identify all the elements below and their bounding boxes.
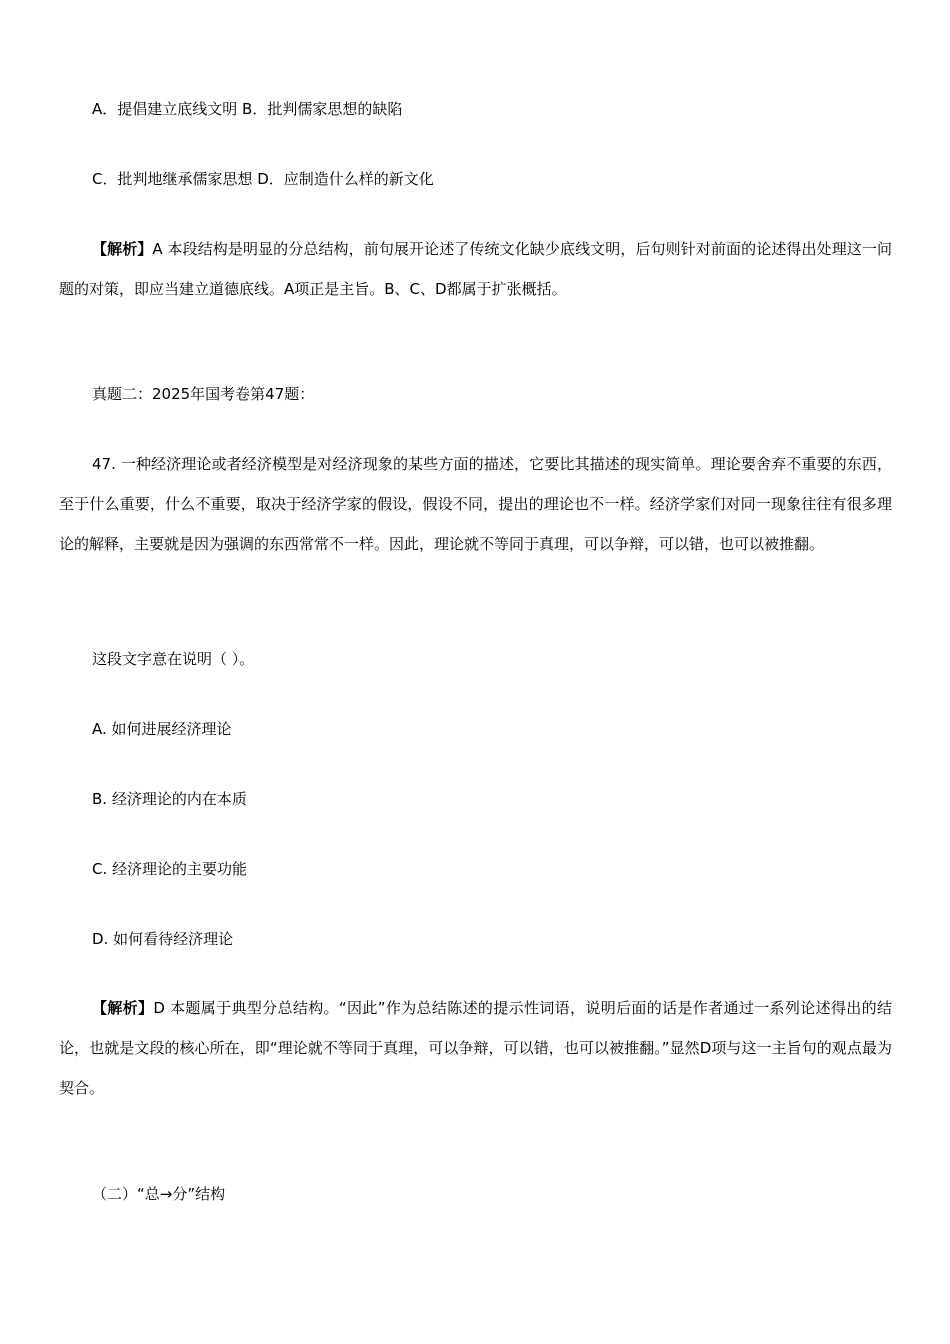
- q2-analysis-text: D 本题属于典型分总结构。“因此”作为总结陈述的提示性词语，说明后面的话是作者通过一系列论述得出的结论，也就是文段的核心所在，即“理论就不等同于真理，可以争辩，可以错，也可以被推翻。”显然D项与这一主旨句的观点最为契合。: [59, 999, 892, 1097]
- q2-analysis: [59, 988, 892, 1108]
- q2-passage: 47. 一种经济理论或者经济模型是对经济现象的某些方面的描述，它要比其描述的现实简单。理论要舍弃不重要的东西，至于什么重要，什么不重要，取决于经济学家的假设，假设不同，提出的理论也不一样。经济学家们对同一现象往往有很多理论的解释，主要就是因为强调的东西常常不一样。因此，理论就不等同于真理，可以争辩，可以错，也可以被推翻。: [59, 455, 892, 553]
- section-heading: （二）“总→分”结构: [92, 1185, 226, 1203]
- q1-options-line-2: C．批判地继承儒家思想 D．应制造什么样的新文化: [92, 170, 434, 188]
- q2-question: 这段文字意在说明（ ）。: [92, 650, 255, 668]
- q2-heading: 真题二：2025年国考卷第47题：: [92, 385, 315, 403]
- q2-analysis-label: 【解析】: [92, 999, 154, 1017]
- q1-options-line-1: A．提倡建立底线文明 B．批判儒家思想的缺陷: [92, 100, 403, 118]
- q2-option-d: D. 如何看待经济理论: [92, 930, 234, 948]
- q1-analysis-text: A 本段结构是明显的分总结构，前句展开论述了传统文化缺少底线文明，后句则针对前面的论述得出处理这一问题的对策，即应当建立道德底线。A项正是主旨。B、C、D都属于扩张概括。: [59, 240, 892, 298]
- q1-analysis-label: 【解析】: [92, 240, 153, 258]
- q1-analysis: [59, 229, 892, 309]
- q2-option-b: B. 经济理论的内在本质: [92, 790, 247, 808]
- q2-option-c: C. 经济理论的主要功能: [92, 860, 248, 878]
- q2-option-a: A. 如何进展经济理论: [92, 720, 232, 738]
